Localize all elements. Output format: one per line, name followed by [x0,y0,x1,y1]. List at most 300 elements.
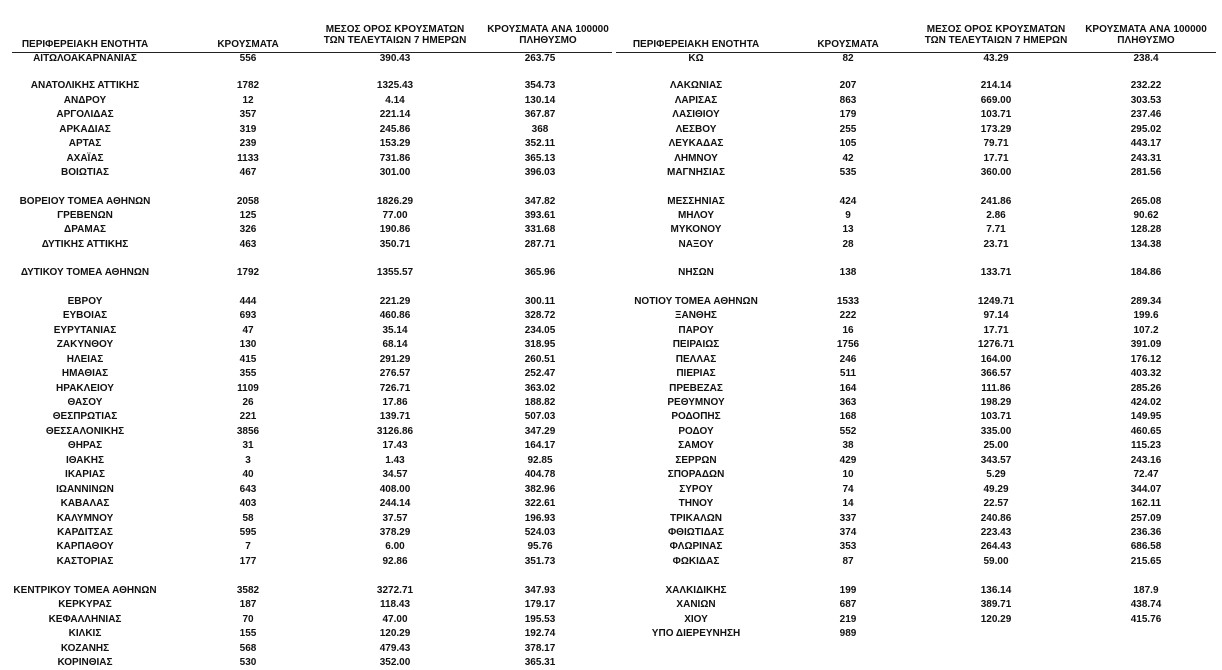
right-region-name-cell: ΛΑΚΩΝΙΑΣ [669,80,723,91]
left-cases-cell: 326 [239,224,257,235]
right-header-avg7-line2: ΤΩΝ ΤΕΛΕΥΤΑΙΩΝ 7 ΗΜΕΡΩΝ [924,35,1068,46]
right-per100k-cell: 72.47 [1133,469,1159,480]
left-per100k-cell: 347.82 [524,196,556,207]
right-per100k-cell: 438.74 [1130,599,1162,610]
table-row [0,209,1222,223]
right-avg7-cell: 43.29 [983,53,1009,64]
table-row [0,656,1222,670]
right-avg7-cell: 2.86 [986,210,1006,221]
left-per100k-cell: 354.73 [524,80,556,91]
left-cases-cell: 12 [242,95,254,106]
right-cases-cell: 164 [839,383,857,394]
right-region-name-cell: ΡΟΔΟΥ [678,426,714,437]
right-per100k-cell: 236.36 [1130,527,1162,538]
left-cases-cell: 1109 [237,383,259,394]
left-per100k-cell: 252.47 [524,368,556,379]
left-per100k-cell: 347.29 [524,426,556,437]
right-region-name-cell: ΞΑΝΘΗΣ [675,310,717,321]
right-avg7-cell: 111.86 [981,383,1011,394]
right-per100k-cell: 344.07 [1130,484,1162,495]
right-per100k-cell: 443.17 [1130,138,1162,149]
right-per100k-cell: 460.65 [1130,426,1162,437]
right-cases-cell: 168 [839,411,857,422]
left-region-name-cell: ΒΟΡΕΙΟΥ ΤΟΜΕΑ ΑΘΗΝΩΝ [19,196,151,207]
left-avg7-cell: 244.14 [379,498,411,509]
right-per100k-cell: 128.28 [1130,224,1162,235]
right-cases-cell: 424 [839,196,857,207]
right-per100k-cell: 415.76 [1130,614,1162,625]
left-avg7-cell: 17.43 [382,440,408,451]
right-avg7-cell: 241.86 [980,196,1012,207]
left-avg7-cell: 460.86 [379,310,411,321]
right-region-name-cell: ΣΑΜΟΥ [678,440,714,451]
left-region-name-cell: ΚΑΡΔΙΤΣΑΣ [57,527,113,538]
left-region-name-cell: ΘΑΣΟΥ [67,397,103,408]
right-per100k-cell: 237.46 [1130,109,1162,120]
left-avg7-cell: 68.14 [382,339,408,350]
left-region-name-cell: ΕΥΡΥΤΑΝΙΑΣ [53,325,117,336]
left-region-name-cell: ΓΡΕΒΕΝΩΝ [57,210,113,221]
right-per100k-cell: 115.23 [1130,440,1162,451]
left-cases-cell: 1133 [237,153,259,164]
right-avg7-cell: 17.71 [983,153,1009,164]
table-row [0,598,1222,612]
right-avg7-cell: 22.57 [983,498,1009,509]
left-per100k-cell: 179.17 [524,599,556,610]
right-avg7-cell: 49.29 [983,484,1009,495]
left-region-name-cell: ΑΧΑΪΑΣ [66,153,104,164]
left-cases-cell: 70 [242,614,254,625]
right-region-name-cell: ΛΕΥΚΑΔΑΣ [668,138,724,149]
table-row [0,584,1222,598]
left-region-name-cell: ΘΕΣΣΑΛΟΝΙΚΗΣ [45,426,125,437]
table-row [0,52,1222,66]
left-avg7-cell: 301.00 [379,167,411,178]
left-header-region: ΠΕΡΙΦΕΡΕΙΑΚΗ ΕΝΟΤΗΤΑ [21,39,149,50]
left-per100k-cell: 196.93 [524,513,556,524]
left-header-cases: ΚΡΟΥΣΜΑΤΑ [217,39,279,50]
table-row [0,338,1222,352]
table-row [0,79,1222,93]
left-region-name-cell: ΘΗΡΑΣ [67,440,103,451]
left-per100k-cell: 365.96 [524,267,556,278]
right-per100k-cell: 232.22 [1130,80,1162,91]
right-region-name-cell: ΠΡΕΒΕΖΑΣ [669,383,723,394]
right-avg7-cell: 120.29 [980,614,1012,625]
left-region-name-cell: ΚΑΛΥΜΝΟΥ [56,513,114,524]
left-avg7-cell: 352.00 [379,657,411,668]
right-per100k-cell: 289.34 [1130,296,1162,307]
table-row [0,483,1222,497]
right-region-name-cell: ΤΡΙΚΑΛΩΝ [670,513,722,524]
left-header-avg7-line2: ΤΩΝ ΤΕΛΕΥΤΑΙΩΝ 7 ΗΜΕΡΩΝ [323,35,467,46]
left-avg7-cell: 77.00 [382,210,408,221]
right-region-name-cell: ΣΕΡΡΩΝ [675,455,717,466]
left-avg7-cell: 221.29 [379,296,411,307]
left-header-avg7 [324,24,467,46]
table-row [0,642,1222,656]
right-avg7-cell: 264.43 [980,541,1012,552]
left-header-per100k-line1: ΚΡΟΥΣΜΑΤΑ ΑΝΑ 100000 [487,24,609,35]
left-cases-cell: 7 [245,541,251,552]
left-avg7-cell: 390.43 [379,53,411,64]
left-avg7-cell: 4.14 [385,95,405,106]
left-region-name-cell: ΑΙΤΩΛΟΑΚΑΡΝΑΝΙΑΣ [33,53,137,64]
right-per100k-cell: 187.9 [1133,585,1159,596]
left-per100k-cell: 322.61 [524,498,556,509]
right-avg7-cell: 173.29 [980,124,1012,135]
table-row [0,439,1222,453]
left-cases-cell: 2058 [236,196,260,207]
right-cases-cell: 138 [839,267,857,278]
left-per100k-cell: 260.51 [524,354,556,365]
right-avg7-cell: 1249.71 [977,296,1015,307]
left-avg7-cell: 291.29 [379,354,411,365]
right-cases-cell: 74 [842,484,854,495]
left-avg7-cell: 6.00 [385,541,405,552]
left-region-name-cell: ΑΡΚΑΔΙΑΣ [59,124,111,135]
left-region-name-cell: ΚΕΡΚΥΡΑΣ [58,599,112,610]
table-row [0,410,1222,424]
right-avg7-cell: 366.57 [980,368,1012,379]
right-cases-cell: 353 [839,541,857,552]
left-avg7-cell: 92.86 [382,556,408,567]
table-row [0,555,1222,569]
right-region-name-cell: ΛΕΣΒΟΥ [675,124,717,135]
left-per100k-cell: 92.85 [527,455,553,466]
left-avg7-cell: 47.00 [382,614,408,625]
right-avg7-cell: 5.29 [986,469,1006,480]
left-per100k-cell: 234.05 [524,325,556,336]
right-region-name-cell: ΜΗΛΟΥ [677,210,715,221]
left-cases-cell: 58 [242,513,254,524]
right-region-name-cell: ΧΑΛΚΙΔΙΚΗΣ [665,585,727,596]
left-cases-cell: 3856 [236,426,260,437]
table-row [0,627,1222,641]
right-header-per100k [1085,24,1207,46]
right-avg7-cell: 17.71 [983,325,1009,336]
left-region-name-cell: ΗΡΑΚΛΕΙΟΥ [56,383,114,394]
right-header-per100k-line2: ΠΛΗΘΥΣΜΟ [1117,35,1175,46]
right-header-cases: ΚΡΟΥΣΜΑΤΑ [817,39,879,50]
left-cases-cell: 239 [239,138,257,149]
right-avg7-cell: 360.00 [980,167,1012,178]
right-cases-cell: 14 [842,498,854,509]
right-per100k-cell: 295.02 [1130,124,1162,135]
left-avg7-cell: 118.43 [379,599,411,610]
left-cases-cell: 125 [239,210,257,221]
right-per100k-cell: 257.09 [1130,513,1162,524]
left-avg7-cell: 350.71 [379,239,411,250]
right-per100k-cell: 184.86 [1130,267,1162,278]
left-avg7-cell: 153.29 [379,138,411,149]
left-region-name-cell: ΑΡΓΟΛΙΔΑΣ [56,109,114,120]
right-region-name-cell: ΤΗΝΟΥ [678,498,714,509]
left-cases-cell: 26 [242,397,254,408]
right-avg7-cell: 335.00 [980,426,1012,437]
left-per100k-cell: 263.75 [524,53,556,64]
left-region-name-cell: ΚΟΖΑΝΗΣ [60,643,110,654]
left-avg7-cell: 3272.71 [376,585,414,596]
right-per100k-cell: 238.4 [1133,53,1159,64]
right-header-region: ΠΕΡΙΦΕΡΕΙΑΚΗ ΕΝΟΤΗΤΑ [632,39,760,50]
right-cases-cell: 87 [842,556,854,567]
left-avg7-cell: 221.14 [379,109,411,120]
table-row [0,367,1222,381]
left-region-name-cell: ΒΟΙΩΤΙΑΣ [61,167,109,178]
table-row [0,123,1222,137]
left-avg7-cell: 190.86 [379,224,411,235]
right-region-name-cell: ΣΠΟΡΑΔΩΝ [667,469,725,480]
left-cases-cell: 415 [239,354,257,365]
left-cases-cell: 568 [239,643,257,654]
right-region-name-cell: ΜΕΣΣΗΝΙΑΣ [667,196,725,207]
table-row [0,94,1222,108]
right-cases-cell: 255 [839,124,857,135]
right-per100k-cell: 215.65 [1130,556,1162,567]
left-per100k-cell: 300.11 [524,296,556,307]
left-avg7-cell: 3126.86 [376,426,414,437]
left-header-per100k-line2: ΠΛΗΘΥΣΜΟ [519,35,577,46]
right-per100k-cell: 149.95 [1130,411,1162,422]
right-per100k-cell: 686.58 [1130,541,1162,552]
right-per100k-cell: 134.38 [1130,239,1162,250]
right-per100k-cell: 199.6 [1133,310,1159,321]
table-row [0,223,1222,237]
right-avg7-cell: 97.14 [983,310,1009,321]
right-cases-cell: 511 [839,368,857,379]
left-region-name-cell: ΚΕΝΤΡΙΚΟΥ ΤΟΜΕΑ ΑΘΗΝΩΝ [13,585,157,596]
left-cases-cell: 467 [239,167,257,178]
right-per100k-cell: 281.56 [1130,167,1162,178]
table-row [0,468,1222,482]
right-cases-cell: 207 [839,80,857,91]
left-per100k-cell: 507.03 [524,411,556,422]
table-row [0,353,1222,367]
right-region-name-cell: ΣΥΡΟΥ [679,484,713,495]
right-cases-cell: 105 [839,138,857,149]
left-per100k-cell: 188.82 [524,397,556,408]
table-row [0,295,1222,309]
right-avg7-cell: 198.29 [980,397,1012,408]
left-cases-cell: 319 [239,124,257,135]
right-cases-cell: 1756 [836,339,860,350]
right-region-name-cell: ΛΑΣΙΘΙΟΥ [672,109,720,120]
right-avg7-cell: 214.14 [980,80,1012,91]
right-region-name-cell: ΠΑΡΟΥ [678,325,714,336]
left-region-name-cell: ΙΩΑΝΝΙΝΩΝ [56,484,114,495]
left-region-name-cell: ΕΒΡΟΥ [67,296,103,307]
left-region-name-cell: ΚΑΒΑΛΑΣ [60,498,110,509]
left-per100k-cell: 365.13 [524,153,556,164]
left-per100k-cell: 382.96 [524,484,556,495]
left-avg7-cell: 37.57 [382,513,408,524]
right-avg7-cell: 59.00 [983,556,1009,567]
right-cases-cell: 222 [839,310,857,321]
right-region-name-cell: ΝΟΤΙΟΥ ΤΟΜΕΑ ΑΘΗΝΩΝ [634,296,758,307]
left-region-name-cell: ΙΘΑΚΗΣ [66,455,104,466]
right-avg7-cell: 343.57 [980,455,1012,466]
left-per100k-cell: 378.17 [524,643,556,654]
left-region-name-cell: ΚΑΣΤΟΡΙΑΣ [56,556,114,567]
left-cases-cell: 595 [239,527,257,538]
left-per100k-cell: 347.93 [524,585,556,596]
left-region-name-cell: ΑΡΤΑΣ [68,138,102,149]
left-avg7-cell: 35.14 [382,325,408,336]
right-cases-cell: 374 [839,527,857,538]
table-row [0,425,1222,439]
left-cases-cell: 530 [239,657,257,668]
right-cases-cell: 552 [839,426,857,437]
right-region-name-cell: ΠΕΙΡΑΙΩΣ [672,339,720,350]
left-cases-cell: 355 [239,368,257,379]
right-cases-cell: 363 [839,397,857,408]
left-per100k-cell: 318.95 [524,339,556,350]
right-region-name-cell: ΡΟΔΟΠΗΣ [671,411,721,422]
left-region-name-cell: ΙΚΑΡΙΑΣ [65,469,105,480]
right-region-name-cell: ΝΗΣΩΝ [678,267,714,278]
right-per100k-cell: 162.11 [1130,498,1162,509]
left-cases-cell: 444 [239,296,257,307]
right-avg7-cell: 7.71 [986,224,1006,235]
right-region-name-cell: ΚΩ [688,53,704,64]
right-avg7-cell: 133.71 [980,267,1012,278]
left-per100k-cell: 524.03 [524,527,556,538]
left-per100k-cell: 331.68 [524,224,556,235]
right-header-avg7-line1: ΜΕΣΟΣ ΟΡΟΣ ΚΡΟΥΣΜΑΤΩΝ [926,24,1066,35]
right-header-avg7 [925,24,1068,46]
left-cases-cell: 177 [239,556,257,567]
table-row [0,152,1222,166]
right-per100k-cell: 285.26 [1130,383,1162,394]
left-cases-cell: 3 [245,455,251,466]
right-avg7-cell: 223.43 [980,527,1012,538]
left-per100k-cell: 95.76 [527,541,553,552]
right-avg7-cell: 669.00 [980,95,1012,106]
right-cases-cell: 9 [845,210,851,221]
left-avg7-cell: 139.71 [379,411,411,422]
left-avg7-cell: 34.57 [382,469,408,480]
right-per100k-cell: 424.02 [1130,397,1162,408]
right-cases-cell: 337 [839,513,857,524]
left-per100k-cell: 192.74 [524,628,556,639]
left-per100k-cell: 287.71 [524,239,556,250]
right-avg7-cell: 103.71 [980,411,1012,422]
left-region-name-cell: ΕΥΒΟΙΑΣ [62,310,108,321]
right-region-name-cell: ΧΑΝΙΩΝ [676,599,716,610]
right-per100k-cell: 391.09 [1130,339,1162,350]
left-avg7-cell: 726.71 [379,383,411,394]
table-row [0,309,1222,323]
left-cases-cell: 693 [239,310,257,321]
left-per100k-cell: 352.11 [524,138,556,149]
right-region-name-cell: ΠΕΛΛΑΣ [675,354,717,365]
left-cases-cell: 155 [239,628,257,639]
left-per100k-cell: 328.72 [524,310,556,321]
right-cases-cell: 687 [839,599,857,610]
table-row [0,108,1222,122]
right-avg7-cell: 79.71 [983,138,1009,149]
table-row [0,540,1222,554]
right-cases-cell: 246 [839,354,857,365]
left-region-name-cell: ΑΝΑΤΟΛΙΚΗΣ ΑΤΤΙΚΗΣ [30,80,140,91]
right-avg7-cell: 1276.71 [977,339,1015,350]
left-region-name-cell: ΔΥΤΙΚΟΥ ΤΟΜΕΑ ΑΘΗΝΩΝ [20,267,150,278]
left-avg7-cell: 408.00 [379,484,411,495]
table-row [0,497,1222,511]
right-cases-cell: 10 [842,469,854,480]
table-row [0,137,1222,151]
left-region-name-cell: ΑΝΔΡΟΥ [63,95,107,106]
right-cases-cell: 28 [842,239,854,250]
right-avg7-cell: 389.71 [980,599,1012,610]
right-cases-cell: 863 [839,95,857,106]
right-region-name-cell: ΛΑΡΙΣΑΣ [674,95,718,106]
right-cases-cell: 38 [842,440,854,451]
right-per100k-cell: 303.53 [1130,95,1162,106]
left-avg7-cell: 17.86 [382,397,408,408]
left-cases-cell: 643 [239,484,257,495]
right-cases-cell: 42 [842,153,854,164]
left-avg7-cell: 276.57 [379,368,411,379]
table-row [0,512,1222,526]
table-row [0,526,1222,540]
right-region-name-cell: ΜΥΚΟΝΟΥ [670,224,722,235]
left-avg7-cell: 731.86 [379,153,411,164]
right-region-name-cell: ΠΙΕΡΙΑΣ [676,368,716,379]
left-region-name-cell: ΔΥΤΙΚΗΣ ΑΤΤΙΚΗΣ [41,239,129,250]
right-cases-cell: 219 [839,614,857,625]
right-region-name-cell: ΧΙΟΥ [684,614,708,625]
right-per100k-cell: 403.32 [1130,368,1162,379]
left-header-avg7-line1: ΜΕΣΟΣ ΟΡΟΣ ΚΡΟΥΣΜΑΤΩΝ [325,24,465,35]
right-per100k-cell: 243.16 [1130,455,1162,466]
left-header-per100k [487,24,609,46]
left-cases-cell: 40 [242,469,254,480]
left-avg7-cell: 378.29 [379,527,411,538]
table-row [0,238,1222,252]
left-per100k-cell: 130.14 [524,95,556,106]
right-header-per100k-line1: ΚΡΟΥΣΜΑΤΑ ΑΝΑ 100000 [1085,24,1207,35]
right-avg7-cell: 164.00 [980,354,1012,365]
left-region-name-cell: ΚΙΛΚΙΣ [68,628,102,639]
right-region-name-cell: ΝΑΞΟΥ [678,239,714,250]
right-per100k-cell: 107.2 [1133,325,1159,336]
table-row [0,382,1222,396]
left-per100k-cell: 393.61 [524,210,556,221]
left-region-name-cell: ΖΑΚΥΝΘΟΥ [56,339,114,350]
left-cases-cell: 1782 [236,80,260,91]
left-region-name-cell: ΚΟΡΙΝΘΙΑΣ [57,657,113,668]
left-cases-cell: 556 [239,53,257,64]
right-cases-cell: 179 [839,109,857,120]
left-cases-cell: 1792 [236,267,260,278]
right-region-name-cell: ΛΗΜΝΟΥ [674,153,718,164]
table-row [0,266,1222,280]
right-region-name-cell: ΦΛΩΡΙΝΑΣ [669,541,723,552]
left-region-name-cell: ΗΜΑΘΙΑΣ [61,368,109,379]
right-avg7-cell: 136.14 [980,585,1012,596]
right-cases-cell: 199 [839,585,857,596]
left-per100k-cell: 396.03 [524,167,556,178]
left-region-name-cell: ΔΡΑΜΑΣ [64,224,106,235]
table-row [0,166,1222,180]
right-per100k-cell: 265.08 [1130,196,1162,207]
left-avg7-cell: 245.86 [379,124,411,135]
left-cases-cell: 463 [239,239,257,250]
left-region-name-cell: ΚΑΡΠΑΘΟΥ [56,541,114,552]
right-region-name-cell: ΜΑΓΝΗΣΙΑΣ [666,167,726,178]
